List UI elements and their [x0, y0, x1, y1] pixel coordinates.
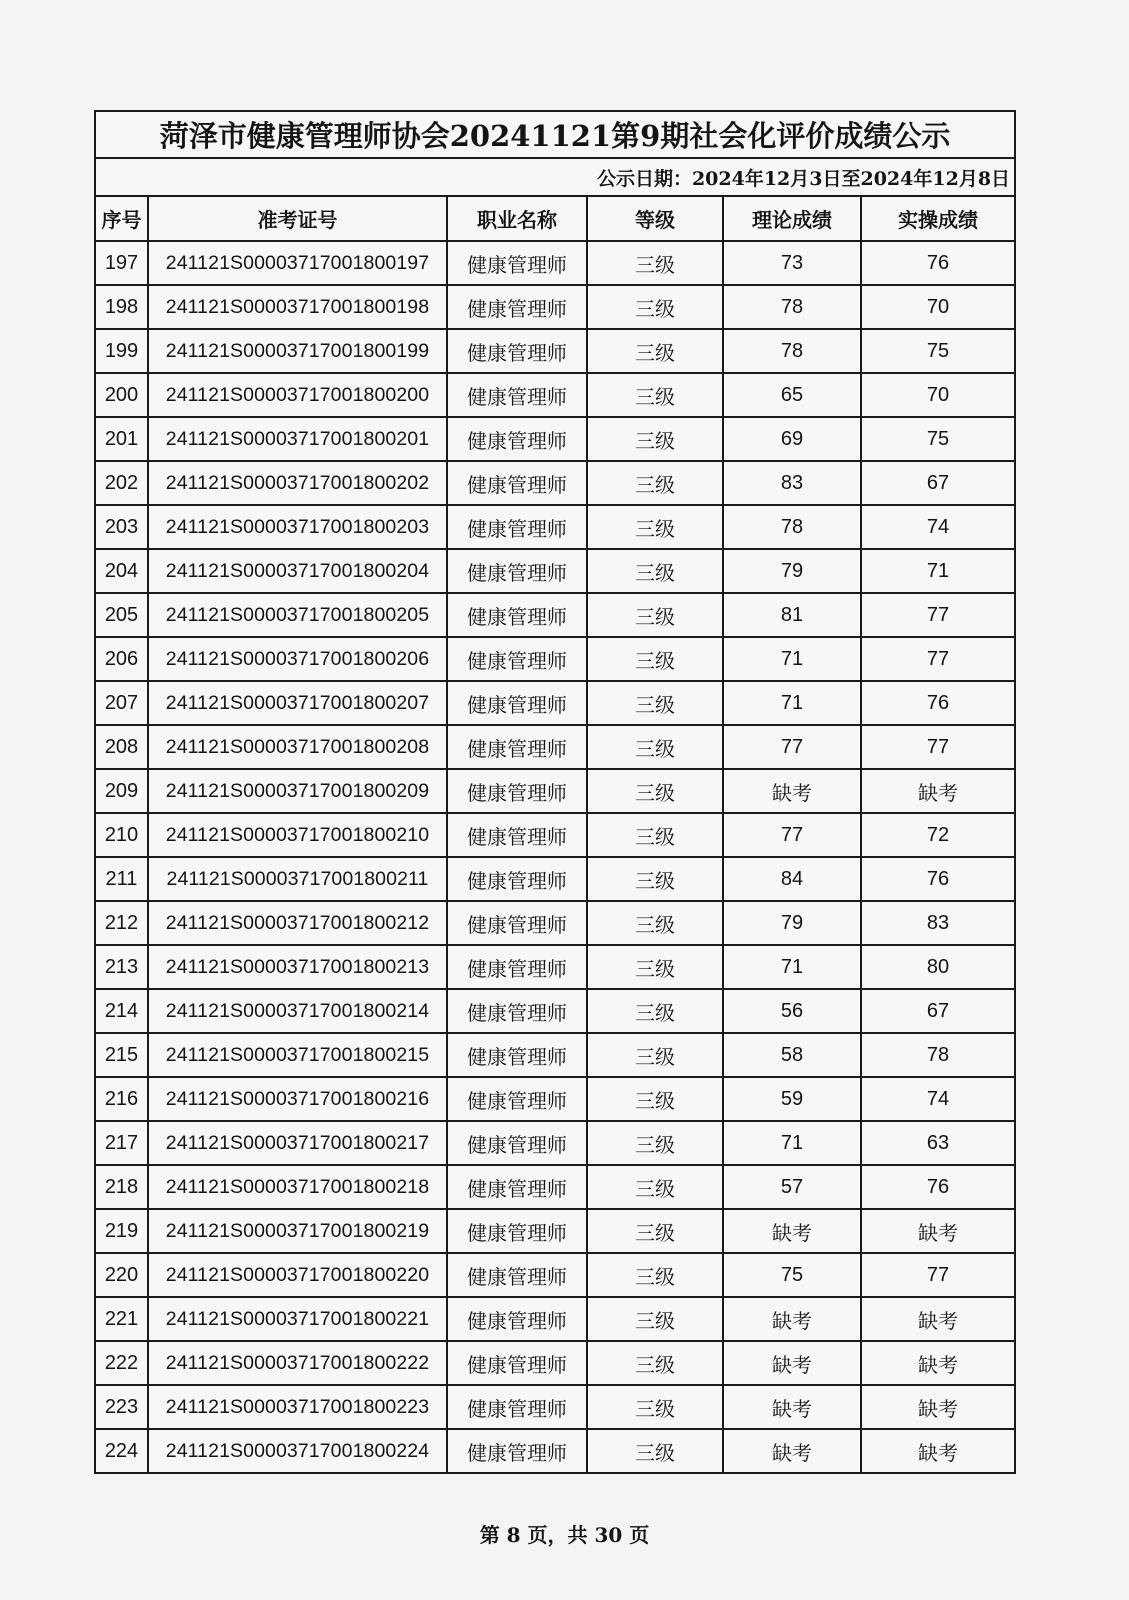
occupation-cell: 健康管理师 [447, 945, 587, 989]
header-occupation: 职业名称 [447, 196, 587, 241]
practical-score-cell: 74 [861, 1077, 1015, 1121]
occupation-cell: 健康管理师 [447, 461, 587, 505]
table-row [95, 637, 1015, 681]
practical-score-cell: 63 [861, 1121, 1015, 1165]
level-cell: 三级 [587, 857, 723, 901]
occupation-cell: 健康管理师 [447, 989, 587, 1033]
theory-score-cell: 75 [723, 1253, 861, 1297]
theory-score-cell: 57 [723, 1165, 861, 1209]
theory-score-cell: 69 [723, 417, 861, 461]
page-number-footer: 第 8 页，共 30 页 [479, 1523, 650, 1547]
ticket-number-cell: 241121S00003717001800209 [148, 769, 447, 813]
ticket-number-cell: 241121S00003717001800222 [148, 1341, 447, 1385]
row-index-cell: 219 [95, 1209, 148, 1253]
occupation-cell: 健康管理师 [447, 813, 587, 857]
theory-score-cell: 71 [723, 637, 861, 681]
table-row [95, 813, 1015, 857]
row-index-cell: 198 [95, 285, 148, 329]
occupation-cell: 健康管理师 [447, 593, 587, 637]
level-cell: 三级 [587, 461, 723, 505]
occupation-cell: 健康管理师 [447, 1253, 587, 1297]
occupation-cell: 健康管理师 [447, 373, 587, 417]
table-row [95, 417, 1015, 461]
theory-score-cell: 81 [723, 593, 861, 637]
level-cell: 三级 [587, 329, 723, 373]
level-cell: 三级 [587, 1033, 723, 1077]
ticket-number-cell: 241121S00003717001800218 [148, 1165, 447, 1209]
occupation-cell: 健康管理师 [447, 549, 587, 593]
practical-score-cell: 75 [861, 417, 1015, 461]
level-cell: 三级 [587, 549, 723, 593]
theory-score-cell: 83 [723, 461, 861, 505]
theory-score-cell: 58 [723, 1033, 861, 1077]
practical-score-cell: 76 [861, 681, 1015, 725]
practical-score-cell: 缺考 [861, 1385, 1015, 1429]
table-row [95, 769, 1015, 813]
theory-score-cell: 71 [723, 681, 861, 725]
level-cell: 三级 [587, 241, 723, 285]
level-cell: 三级 [587, 945, 723, 989]
table-row [95, 505, 1015, 549]
row-index-cell: 216 [95, 1077, 148, 1121]
header-index: 序号 [95, 196, 148, 241]
table-row [95, 989, 1015, 1033]
header-ticket-number: 准考证号 [148, 196, 447, 241]
row-index-cell: 205 [95, 593, 148, 637]
theory-score-cell: 缺考 [723, 769, 861, 813]
table-row [95, 241, 1015, 285]
ticket-number-cell: 241121S00003717001800224 [148, 1429, 447, 1473]
practical-score-cell: 76 [861, 241, 1015, 285]
document-title: 菏泽市健康管理师协会20241121第9期社会化评价成绩公示 [95, 111, 1015, 158]
row-index-cell: 220 [95, 1253, 148, 1297]
ticket-number-cell: 241121S00003717001800216 [148, 1077, 447, 1121]
practical-score-cell: 70 [861, 373, 1015, 417]
row-index-cell: 223 [95, 1385, 148, 1429]
level-cell: 三级 [587, 285, 723, 329]
table-row [95, 945, 1015, 989]
practical-score-cell: 67 [861, 461, 1015, 505]
row-index-cell: 211 [95, 857, 148, 901]
ticket-number-cell: 241121S00003717001800215 [148, 1033, 447, 1077]
table-row [95, 461, 1015, 505]
practical-score-cell: 77 [861, 637, 1015, 681]
table-row [95, 1121, 1015, 1165]
occupation-cell: 健康管理师 [447, 505, 587, 549]
table-header-row [95, 196, 1015, 241]
row-index-cell: 208 [95, 725, 148, 769]
theory-score-cell: 78 [723, 285, 861, 329]
theory-score-cell: 78 [723, 505, 861, 549]
header-level: 等级 [587, 196, 723, 241]
theory-score-cell: 缺考 [723, 1385, 861, 1429]
occupation-cell: 健康管理师 [447, 681, 587, 725]
practical-score-cell: 77 [861, 725, 1015, 769]
practical-score-cell: 缺考 [861, 1429, 1015, 1473]
score-table [94, 110, 1016, 1474]
row-index-cell: 210 [95, 813, 148, 857]
practical-score-cell: 74 [861, 505, 1015, 549]
theory-score-cell: 56 [723, 989, 861, 1033]
level-cell: 三级 [587, 1165, 723, 1209]
occupation-cell: 健康管理师 [447, 329, 587, 373]
level-cell: 三级 [587, 1209, 723, 1253]
occupation-cell: 健康管理师 [447, 857, 587, 901]
table-row [95, 1429, 1015, 1473]
row-index-cell: 218 [95, 1165, 148, 1209]
row-index-cell: 215 [95, 1033, 148, 1077]
occupation-cell: 健康管理师 [447, 1385, 587, 1429]
practical-score-cell: 67 [861, 989, 1015, 1033]
occupation-cell: 健康管理师 [447, 769, 587, 813]
ticket-number-cell: 241121S00003717001800221 [148, 1297, 447, 1341]
ticket-number-cell: 241121S00003717001800213 [148, 945, 447, 989]
theory-score-cell: 71 [723, 945, 861, 989]
ticket-number-cell: 241121S00003717001800201 [148, 417, 447, 461]
occupation-cell: 健康管理师 [447, 285, 587, 329]
row-index-cell: 209 [95, 769, 148, 813]
publish-date: 公示日期：2024年12月3日至2024年12月8日 [95, 158, 1015, 196]
ticket-number-cell: 241121S00003717001800219 [148, 1209, 447, 1253]
level-cell: 三级 [587, 1253, 723, 1297]
row-index-cell: 201 [95, 417, 148, 461]
occupation-cell: 健康管理师 [447, 1165, 587, 1209]
practical-score-cell: 72 [861, 813, 1015, 857]
theory-score-cell: 77 [723, 725, 861, 769]
level-cell: 三级 [587, 593, 723, 637]
row-index-cell: 197 [95, 241, 148, 285]
row-index-cell: 207 [95, 681, 148, 725]
ticket-number-cell: 241121S00003717001800202 [148, 461, 447, 505]
occupation-cell: 健康管理师 [447, 1341, 587, 1385]
table-row [95, 681, 1015, 725]
table-row [95, 1033, 1015, 1077]
table-row [95, 549, 1015, 593]
theory-score-cell: 缺考 [723, 1297, 861, 1341]
table-row [95, 593, 1015, 637]
table-row [95, 1253, 1015, 1297]
practical-score-cell: 71 [861, 549, 1015, 593]
practical-score-cell: 缺考 [861, 1209, 1015, 1253]
occupation-cell: 健康管理师 [447, 725, 587, 769]
ticket-number-cell: 241121S00003717001800205 [148, 593, 447, 637]
table-row [95, 329, 1015, 373]
header-theory-score: 理论成绩 [723, 196, 861, 241]
row-index-cell: 217 [95, 1121, 148, 1165]
theory-score-cell: 79 [723, 901, 861, 945]
theory-score-cell: 缺考 [723, 1429, 861, 1473]
level-cell: 三级 [587, 1077, 723, 1121]
level-cell: 三级 [587, 1385, 723, 1429]
occupation-cell: 健康管理师 [447, 241, 587, 285]
table-row [95, 857, 1015, 901]
level-cell: 三级 [587, 813, 723, 857]
theory-score-cell: 79 [723, 549, 861, 593]
ticket-number-cell: 241121S00003717001800223 [148, 1385, 447, 1429]
occupation-cell: 健康管理师 [447, 1429, 587, 1473]
ticket-number-cell: 241121S00003717001800211 [148, 857, 447, 901]
ticket-number-cell: 241121S00003717001800204 [148, 549, 447, 593]
row-index-cell: 199 [95, 329, 148, 373]
row-index-cell: 200 [95, 373, 148, 417]
theory-score-cell: 78 [723, 329, 861, 373]
occupation-cell: 健康管理师 [447, 637, 587, 681]
table-row [95, 1165, 1015, 1209]
ticket-number-cell: 241121S00003717001800198 [148, 285, 447, 329]
theory-score-cell: 73 [723, 241, 861, 285]
row-index-cell: 203 [95, 505, 148, 549]
practical-score-cell: 缺考 [861, 1341, 1015, 1385]
table-row [95, 1209, 1015, 1253]
row-index-cell: 221 [95, 1297, 148, 1341]
ticket-number-cell: 241121S00003717001800220 [148, 1253, 447, 1297]
ticket-number-cell: 241121S00003717001800207 [148, 681, 447, 725]
ticket-number-cell: 241121S00003717001800199 [148, 329, 447, 373]
level-cell: 三级 [587, 1121, 723, 1165]
row-index-cell: 212 [95, 901, 148, 945]
table-row [95, 1077, 1015, 1121]
table-row [95, 901, 1015, 945]
occupation-cell: 健康管理师 [447, 1077, 587, 1121]
occupation-cell: 健康管理师 [447, 417, 587, 461]
row-index-cell: 213 [95, 945, 148, 989]
ticket-number-cell: 241121S00003717001800212 [148, 901, 447, 945]
occupation-cell: 健康管理师 [447, 1121, 587, 1165]
practical-score-cell: 76 [861, 857, 1015, 901]
practical-score-cell: 75 [861, 329, 1015, 373]
row-index-cell: 224 [95, 1429, 148, 1473]
row-index-cell: 204 [95, 549, 148, 593]
row-index-cell: 202 [95, 461, 148, 505]
theory-score-cell: 65 [723, 373, 861, 417]
level-cell: 三级 [587, 681, 723, 725]
ticket-number-cell: 241121S00003717001800200 [148, 373, 447, 417]
occupation-cell: 健康管理师 [447, 1209, 587, 1253]
practical-score-cell: 76 [861, 1165, 1015, 1209]
ticket-number-cell: 241121S00003717001800214 [148, 989, 447, 1033]
table-row [95, 1341, 1015, 1385]
table-row [95, 285, 1015, 329]
level-cell: 三级 [587, 901, 723, 945]
level-cell: 三级 [587, 373, 723, 417]
table-row [95, 373, 1015, 417]
occupation-cell: 健康管理师 [447, 1033, 587, 1077]
occupation-cell: 健康管理师 [447, 901, 587, 945]
row-index-cell: 214 [95, 989, 148, 1033]
level-cell: 三级 [587, 989, 723, 1033]
table-row [95, 1385, 1015, 1429]
level-cell: 三级 [587, 637, 723, 681]
practical-score-cell: 77 [861, 593, 1015, 637]
level-cell: 三级 [587, 417, 723, 461]
theory-score-cell: 71 [723, 1121, 861, 1165]
level-cell: 三级 [587, 1297, 723, 1341]
level-cell: 三级 [587, 769, 723, 813]
level-cell: 三级 [587, 1429, 723, 1473]
table-row [95, 1297, 1015, 1341]
theory-score-cell: 缺考 [723, 1341, 861, 1385]
practical-score-cell: 缺考 [861, 769, 1015, 813]
ticket-number-cell: 241121S00003717001800206 [148, 637, 447, 681]
practical-score-cell: 78 [861, 1033, 1015, 1077]
practical-score-cell: 缺考 [861, 1297, 1015, 1341]
ticket-number-cell: 241121S00003717001800203 [148, 505, 447, 549]
level-cell: 三级 [587, 1341, 723, 1385]
row-index-cell: 222 [95, 1341, 148, 1385]
table-row [95, 725, 1015, 769]
ticket-number-cell: 241121S00003717001800197 [148, 241, 447, 285]
theory-score-cell: 59 [723, 1077, 861, 1121]
theory-score-cell: 缺考 [723, 1209, 861, 1253]
theory-score-cell: 84 [723, 857, 861, 901]
practical-score-cell: 70 [861, 285, 1015, 329]
level-cell: 三级 [587, 725, 723, 769]
row-index-cell: 206 [95, 637, 148, 681]
ticket-number-cell: 241121S00003717001800208 [148, 725, 447, 769]
practical-score-cell: 77 [861, 1253, 1015, 1297]
level-cell: 三级 [587, 505, 723, 549]
occupation-cell: 健康管理师 [447, 1297, 587, 1341]
ticket-number-cell: 241121S00003717001800217 [148, 1121, 447, 1165]
ticket-number-cell: 241121S00003717001800210 [148, 813, 447, 857]
header-practical-score: 实操成绩 [861, 196, 1015, 241]
practical-score-cell: 80 [861, 945, 1015, 989]
theory-score-cell: 77 [723, 813, 861, 857]
practical-score-cell: 83 [861, 901, 1015, 945]
